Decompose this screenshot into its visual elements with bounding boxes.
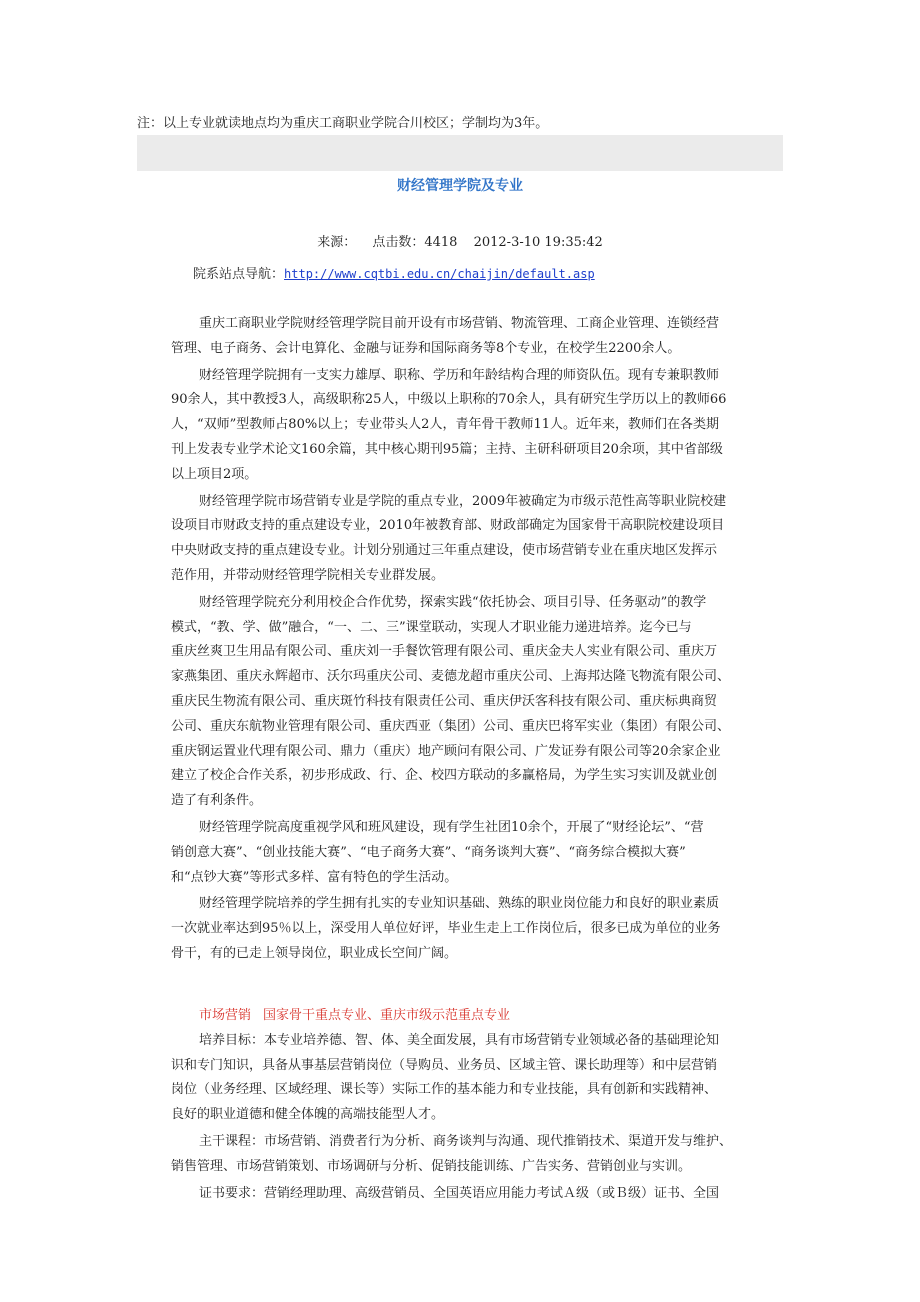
paragraph-line: 识和专门知识，具备从事基层营销岗位（导购员、业务员、区域主管、课长助理等）和中层营销 bbox=[171, 1057, 718, 1073]
paragraph-line: 以上项目2项。 bbox=[171, 466, 258, 482]
paragraph-line: 模式，“教、学、做”融合，“一、二、三”课堂联动，实现人才职业能力递进培养。迄今已与 bbox=[171, 619, 692, 635]
paragraph bbox=[171, 816, 751, 890]
footnote-note: 注：以上专业就读地点均为重庆工商职业学院合川校区；学制均为3年。 bbox=[137, 116, 549, 131]
paragraph-line: 财经管理学院培养的学生拥有扎实的专业知识基础、熟练的职业岗位能力和良好的职业素质 bbox=[199, 896, 720, 912]
paragraph-line: 90余人，其中教授3人，高级职称25人，中级以上职称的70余人，具有研究生学历以上的教师66 bbox=[171, 392, 727, 408]
paragraph-line: 岗位（业务经理、区域经理、课长等）实际工作的基本能力和专业技能，具有创新和实践精神、 bbox=[171, 1082, 718, 1098]
department-nav bbox=[193, 265, 595, 284]
paragraph-line: 财经管理学院高度重视学风和班风建设，现有学生社团10余个，开展了“财经论坛”、“营 bbox=[199, 819, 704, 835]
article-meta bbox=[137, 234, 783, 252]
paragraph bbox=[171, 364, 751, 488]
paragraph-line: 财经管理学院拥有一支实力雄厚、职称、学历和年龄结构合理的师资队伍。现有专兼职教师 bbox=[199, 367, 720, 383]
paragraph-line: 销创意大赛”、“创业技能大赛”、“电子商务大赛”、“商务谈判大赛”、“商务综合模拟大赛” bbox=[171, 844, 686, 860]
paragraph-line: 刊上发表专业学术论文160余篇，其中核心期刊95篇；主持、主研科研项目20余项，其中省部级 bbox=[171, 441, 723, 457]
paragraph-line: 证书要求：营销经理助理、高级营销员、全国英语应用能力考试Ａ级（或Ｂ级）证书、全国 bbox=[199, 1185, 720, 1201]
paragraph-line: 重庆工商职业学院财经管理学院目前开设有市场营销、物流管理、工商企业管理、连锁经营 bbox=[199, 316, 720, 331]
paragraph bbox=[171, 1029, 751, 1128]
paragraph-line: 管理、电子商务、会计电算化、金融与证券和国际商务等8个专业，在校学生2200余人。 bbox=[171, 340, 681, 356]
paragraph bbox=[171, 312, 751, 362]
paragraph-line: 主干课程：市场营销、消费者行为分析、商务谈判与沟通、现代推销技术、渠道开发与维护、 bbox=[199, 1133, 733, 1149]
paragraph-line: 人，“双师”型教师占80%以上；专业带头人2人，青年骨干教师11人。近年来，教师们在各类期 bbox=[171, 417, 720, 433]
paragraph-line: 公司、重庆东航物业管理有限公司、重庆西亚（集团）公司、重庆巴将军实业（集团）有限公司、 bbox=[171, 718, 731, 734]
paragraph-line: 重庆民生物流有限公司、重庆斑竹科技有限责任公司、重庆伊沃客科技有限公司、重庆标典商贸 bbox=[171, 693, 718, 709]
paragraph bbox=[171, 1182, 751, 1207]
section-tag: 国家骨干重点专业、重庆市级示范重点专业 bbox=[263, 1007, 511, 1023]
paragraph-line: 骨干，有的已走上领导岗位，职业成长空间广阔。 bbox=[171, 945, 458, 961]
paragraph-line: 培养目标：本专业培养德、智、体、美全面发展，具有市场营销专业领域必备的基础理论知 bbox=[199, 1032, 720, 1048]
paragraph bbox=[171, 490, 751, 589]
paragraph-line: 和“点钞大赛”等形式多样、富有特色的学生活动。 bbox=[171, 869, 458, 885]
article-body bbox=[171, 312, 751, 1208]
paragraph-line: 建立了校企合作关系，初步形成政、行、企、校四方联动的多赢格局，为学生实习实训及就业创 bbox=[171, 768, 718, 784]
nav-label: 院系站点导航： bbox=[193, 267, 285, 282]
paragraph bbox=[171, 591, 751, 814]
header-band bbox=[137, 135, 783, 171]
article-title: 财经管理学院及专业 bbox=[397, 178, 523, 194]
paragraph-line: 销售管理、市场营销策划、市场调研与分析、促销技能训练、广告实务、营销创业与实训。 bbox=[171, 1158, 692, 1174]
section-gap bbox=[171, 969, 751, 1003]
meta-clicks: 点击数：4418 bbox=[372, 235, 458, 250]
paragraph-line: 良好的职业道德和健全体魄的高端技能型人才。 bbox=[171, 1107, 445, 1123]
paragraph-line: 重庆钢运置业代理有限公司、鼎力（重庆）地产顾问有限公司、广发证券有限公司等20余家企业 bbox=[171, 743, 721, 759]
paragraph-line: 一次就业率达到95％以上，深受用人单位好评，毕业生走上工作岗位后，很多已成为单位的业务 bbox=[171, 921, 721, 937]
paragraph-line: 范作用，并带动财经管理学院相关专业群发展。 bbox=[171, 567, 445, 583]
section-name: 市场营销 bbox=[199, 1007, 252, 1023]
paragraph bbox=[171, 892, 751, 966]
meta-source: 来源： bbox=[317, 235, 357, 250]
paragraph bbox=[171, 1130, 751, 1180]
section-heading bbox=[171, 1003, 751, 1029]
paragraph-line: 造了有利条件。 bbox=[171, 793, 263, 809]
paragraph-line: 财经管理学院充分利用校企合作优势，探索实践“依托协会、项目引导、任务驱动”的教学 bbox=[199, 594, 707, 610]
paragraph-line: 财经管理学院市场营销专业是学院的重点专业，2009年被确定为市级示范性高等职业院校建 bbox=[199, 493, 727, 509]
paragraph-line: 中央财政支持的重点建设专业。计划分别通过三年重点建设，使市场营销专业在重庆地区发挥示 bbox=[171, 543, 718, 559]
nav-link[interactable]: http://www.cqtbi.edu.cn/chaijin/default.asp bbox=[284, 267, 595, 281]
paragraph-line: 设项目市财政支持的重点建设专业，2010年被教育部、财政部确定为国家骨干高职院校建设项目 bbox=[171, 518, 725, 534]
paragraph-line: 家燕集团、重庆永辉超市、沃尔玛重庆公司、麦德龙超市重庆公司、上海邦达隆飞物流有限公司、 bbox=[171, 669, 731, 685]
meta-datetime: 2012-3-10 19:35:42 bbox=[473, 235, 603, 250]
paragraph-line: 重庆丝爽卫生用品有限公司、重庆刘一手餐饮管理有限公司、重庆金夫人实业有限公司、重庆万 bbox=[171, 644, 718, 660]
